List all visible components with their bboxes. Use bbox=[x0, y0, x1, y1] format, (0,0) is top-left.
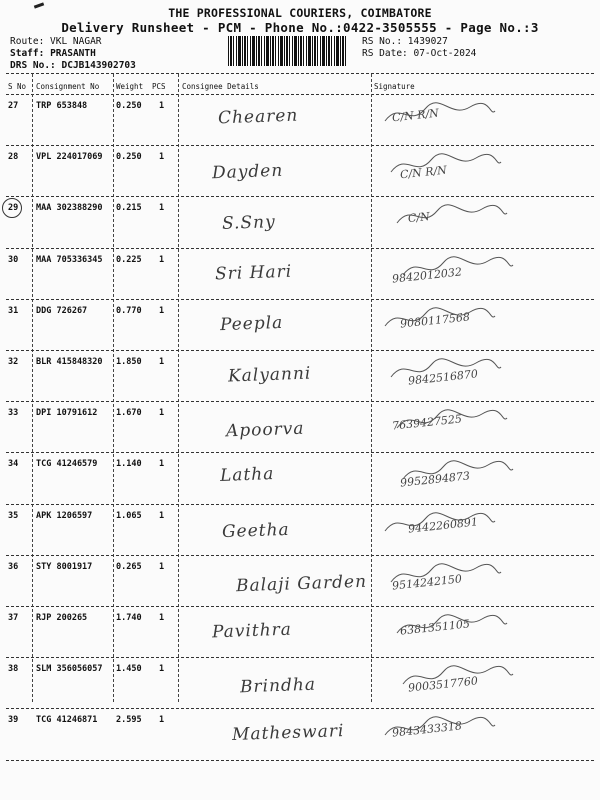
row-sno: 35 bbox=[8, 510, 19, 521]
row-sno: 38 bbox=[8, 664, 19, 675]
row-pcs: 1 bbox=[159, 101, 165, 111]
row-weight: 1.670 bbox=[116, 408, 142, 419]
row-consignee-handwritten: Peepla bbox=[219, 312, 284, 335]
row-pcs: 1 bbox=[159, 408, 165, 419]
row-consignee-handwritten: Brindha bbox=[239, 674, 317, 698]
row-sno: 33 bbox=[8, 408, 19, 419]
row-pcs: 1 bbox=[159, 152, 165, 163]
row-consignment-no: DPI 10791612 bbox=[36, 408, 98, 419]
table-row bbox=[0, 505, 600, 556]
drs-number: DCJB143902703 bbox=[61, 60, 136, 71]
table-row bbox=[0, 197, 600, 248]
row-consignee-handwritten: Dayden bbox=[211, 160, 284, 184]
row-sno: 39 bbox=[8, 715, 19, 726]
signature-scribble bbox=[386, 355, 506, 388]
row-sno: 37 bbox=[8, 613, 19, 623]
row-consignment-no: MAA 705336345 bbox=[36, 254, 103, 265]
row-pcs: 1 bbox=[159, 459, 165, 470]
row-signature: 9842012032 bbox=[391, 264, 463, 286]
table-row bbox=[0, 556, 600, 607]
row-sno: 29 bbox=[8, 203, 19, 214]
row-consignee-handwritten: Balaji Garden bbox=[235, 571, 368, 597]
row-signature: 9952894873 bbox=[399, 469, 471, 491]
row-consignee-handwritten: Latha bbox=[219, 464, 275, 487]
row-pcs: 1 bbox=[159, 203, 165, 214]
row-weight: 0.770 bbox=[116, 305, 142, 316]
table-row bbox=[0, 453, 600, 504]
row-weight: 0.215 bbox=[116, 203, 142, 214]
row-consignee-handwritten: Apoorva bbox=[225, 418, 305, 442]
row-consignment-no: DDG 726267 bbox=[36, 305, 88, 316]
signature-scribble bbox=[380, 509, 500, 539]
signature-scribble bbox=[398, 662, 518, 692]
column-header-consignment: Consignment No bbox=[36, 82, 100, 91]
row-signature: 9003517760 bbox=[407, 674, 479, 695]
signature-scribble bbox=[386, 560, 506, 593]
row-signature: 6381351105 bbox=[399, 617, 471, 638]
row-weight: 0.250 bbox=[116, 152, 142, 163]
drs-label: DRS No.: bbox=[10, 60, 56, 71]
signature-scribble bbox=[380, 99, 500, 129]
signature-scribble bbox=[398, 457, 518, 487]
row-consignment-no: VPL 224017069 bbox=[36, 152, 103, 163]
row-signature: 9514242150 bbox=[391, 572, 463, 593]
row-weight: 1.850 bbox=[116, 357, 142, 367]
row-sno: 30 bbox=[8, 254, 19, 265]
company-title: THE PROFESSIONAL COURIERS, COIMBATORE bbox=[168, 6, 432, 20]
row-signature: 9442260891 bbox=[407, 514, 479, 536]
barcode bbox=[228, 36, 346, 66]
row-divider bbox=[6, 760, 594, 761]
row-weight: 0.265 bbox=[116, 561, 142, 572]
row-signature: 9080117568 bbox=[399, 310, 471, 331]
row-consignment-no: APK 1206597 bbox=[36, 510, 93, 521]
circled-sno-mark bbox=[2, 198, 22, 218]
route-label: Route: VKL NAGAR bbox=[10, 36, 102, 47]
row-weight: 1.140 bbox=[116, 459, 142, 470]
row-signature: C/N bbox=[407, 210, 431, 226]
row-consignee-handwritten: S.Sny bbox=[221, 212, 276, 235]
row-sno: 32 bbox=[8, 357, 19, 367]
row-sno: 36 bbox=[8, 561, 19, 572]
column-header-weight: Weight bbox=[116, 82, 144, 91]
table-row bbox=[0, 300, 600, 351]
column-header-signature: Signature bbox=[374, 82, 415, 91]
rs-date: RS Date: 07-Oct-2024 bbox=[362, 48, 477, 59]
row-consignee-handwritten: Sri Hari bbox=[214, 261, 293, 284]
table-row bbox=[0, 146, 600, 197]
row-pcs: 1 bbox=[159, 561, 165, 572]
row-weight: 1.065 bbox=[116, 510, 142, 521]
column-header-consignee: Consignee Details bbox=[182, 82, 259, 91]
row-consignee-handwritten: Matheswari bbox=[231, 721, 345, 746]
row-consignment-no: STY 8001917 bbox=[36, 561, 93, 572]
row-sno: 34 bbox=[8, 459, 19, 470]
row-consignment-no: MAA 302388290 bbox=[36, 203, 103, 214]
table-row bbox=[0, 709, 600, 760]
row-signature: 9842516870 bbox=[407, 367, 479, 388]
row-signature: C/N R/N bbox=[391, 106, 440, 125]
table-row bbox=[0, 249, 600, 300]
table-row bbox=[0, 607, 600, 658]
drs-line bbox=[10, 60, 136, 71]
row-sno: 31 bbox=[8, 305, 19, 316]
row-pcs: 1 bbox=[159, 664, 165, 675]
signature-scribble bbox=[398, 253, 518, 283]
row-pcs: 1 bbox=[159, 254, 165, 265]
row-consignee-handwritten: Kalyanni bbox=[227, 363, 312, 387]
row-signature: 7639427525 bbox=[391, 412, 463, 433]
row-consignee-handwritten: Geetha bbox=[221, 519, 290, 542]
row-weight: 0.250 bbox=[116, 101, 142, 111]
row-sno: 28 bbox=[8, 152, 19, 163]
row-consignment-no: TCG 41246579 bbox=[36, 459, 98, 470]
signature-scribble bbox=[380, 304, 500, 334]
staff-label: Staff: bbox=[10, 48, 45, 59]
signature-scribble bbox=[392, 201, 512, 231]
signature-scribble bbox=[386, 150, 506, 180]
row-consignment-no: RJP 200265 bbox=[36, 613, 88, 623]
row-consignee-handwritten: Chearen bbox=[217, 105, 299, 129]
column-header-pcs: PCS bbox=[152, 82, 166, 91]
row-consignment-no: TCG 41246871 bbox=[36, 715, 98, 726]
row-consignment-no: SLM 356056057 bbox=[36, 664, 103, 675]
row-weight: 1.450 bbox=[116, 664, 142, 675]
table-row bbox=[0, 658, 600, 709]
row-consignee-handwritten: Pavithra bbox=[211, 619, 293, 643]
rs-number: RS No.: 1439027 bbox=[362, 36, 448, 47]
signature-scribble bbox=[392, 406, 512, 436]
header-divider-top bbox=[6, 73, 594, 74]
row-consignment-no: BLR 415848320 bbox=[36, 357, 103, 367]
row-pcs: 1 bbox=[159, 305, 165, 316]
table-row bbox=[0, 95, 600, 146]
row-weight: 0.225 bbox=[116, 254, 142, 265]
signature-scribble bbox=[392, 611, 512, 641]
row-pcs: 1 bbox=[159, 715, 165, 726]
table-row bbox=[0, 351, 600, 402]
table-row bbox=[0, 402, 600, 453]
row-signature: 9843433318 bbox=[391, 719, 463, 741]
row-pcs: 1 bbox=[159, 510, 165, 521]
signature-scribble bbox=[380, 713, 500, 743]
row-signature: C/N R/N bbox=[399, 163, 448, 182]
row-pcs: 1 bbox=[159, 357, 165, 367]
row-sno: 27 bbox=[8, 101, 19, 111]
row-weight: 1.740 bbox=[116, 613, 142, 623]
staff-name: PRASANTH bbox=[50, 48, 96, 59]
row-consignment-no: TRP 653848 bbox=[36, 101, 88, 111]
column-header-sno: S No bbox=[8, 82, 27, 91]
row-weight: 2.595 bbox=[116, 715, 142, 726]
row-pcs: 1 bbox=[159, 613, 165, 623]
staff-line bbox=[10, 48, 96, 59]
runsheet-title: Delivery Runsheet - PCM - Phone No.:0422-3505555 - Page No.:3 bbox=[61, 20, 539, 35]
